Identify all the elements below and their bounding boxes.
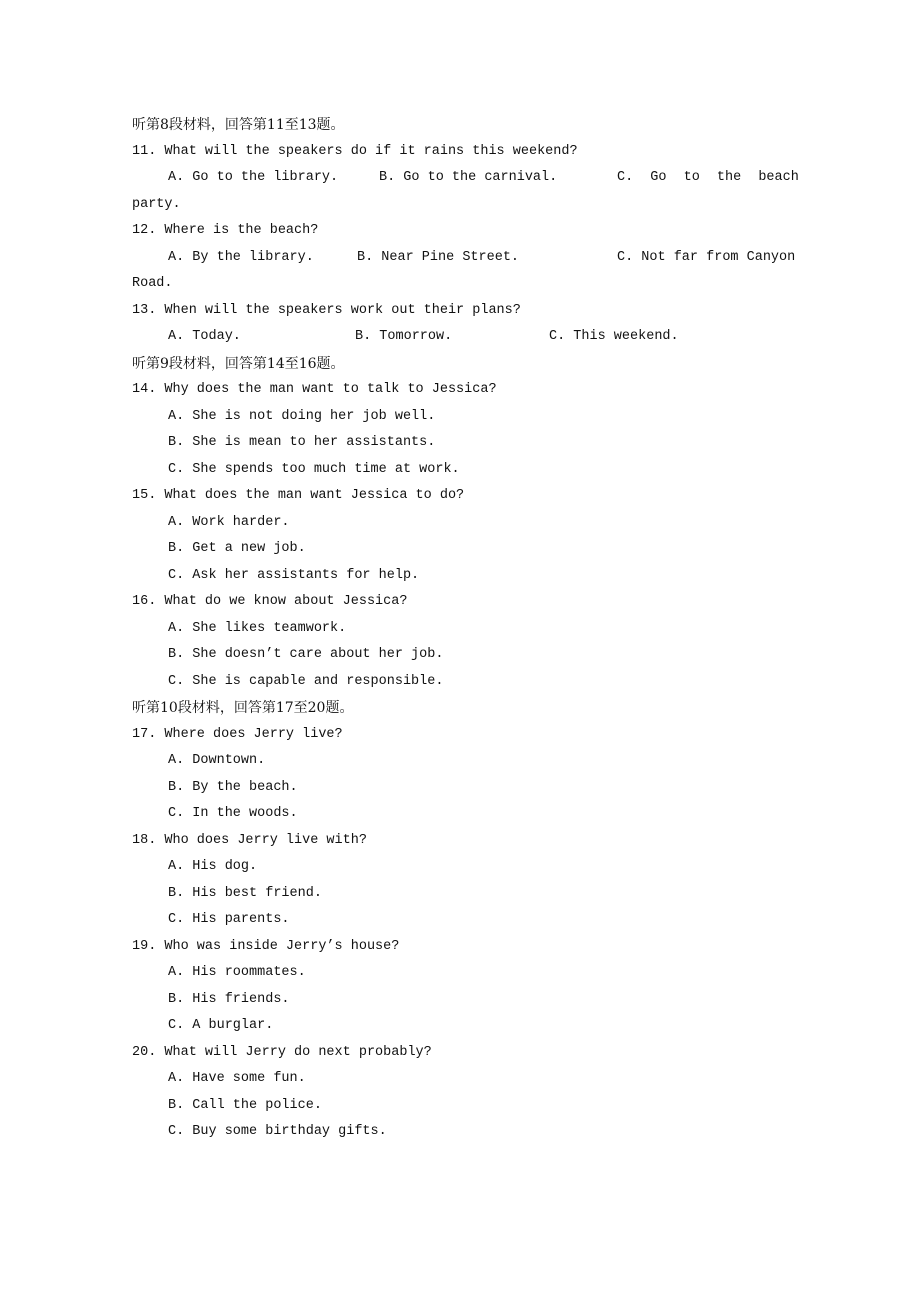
section-heading: 听第8段材料，回答第11至13题。 — [132, 117, 345, 133]
question-text: 11. What will the speakers do if it rains this weekend? — [132, 143, 578, 159]
answer-option: A. His dog. — [168, 859, 258, 874]
answer-option: C. His parents. — [168, 912, 290, 927]
answer-option: B. Tomorrow. — [355, 329, 453, 344]
answer-option: C. In the woods. — [168, 806, 298, 821]
answer-option: B. By the beach. — [168, 779, 298, 795]
answer-option: A. By the library. — [168, 249, 314, 265]
question-text: 16. What do we know about Jessica? — [132, 594, 408, 609]
answer-option: A. Today. — [168, 329, 241, 344]
question-text: 17. Where does Jerry live? — [132, 726, 343, 742]
answer-option: A. Go to the library. — [168, 170, 339, 185]
section-heading: 听第10段材料，回答第17至20题。 — [132, 700, 354, 716]
answer-option: C. Go to the beach — [617, 170, 799, 185]
answer-option: A. She is not doing her job well. — [168, 408, 436, 424]
question-text: 20. What will Jerry do next probably? — [132, 1044, 432, 1060]
question-text: 12. Where is the beach? — [132, 223, 319, 238]
answer-option: B. She is mean to her assistants. — [168, 435, 436, 450]
question-text: 15. What does the man want Jessica to do? — [132, 488, 465, 503]
answer-option: C. A burglar. — [168, 1018, 274, 1033]
question-text: 18. Who does Jerry live with? — [132, 832, 367, 848]
answer-option: A. Have some fun. — [168, 1071, 306, 1086]
answer-option: C. Buy some birthday gifts. — [168, 1124, 387, 1139]
answer-option: B. Call the police. — [168, 1097, 322, 1113]
answer-option: B. Go to the carnival. — [379, 170, 558, 185]
answer-option: C. Ask her assistants for help. — [168, 567, 420, 583]
answer-option: B. Near Pine Street. — [357, 249, 520, 265]
answer-option: A. Downtown. — [168, 753, 266, 768]
question-text: 14. Why does the man want to talk to Jessica? — [132, 382, 497, 397]
answer-option: B. Get a new job. — [168, 541, 306, 556]
answer-option: A. Work harder. — [168, 514, 290, 530]
question-text: 19. Who was inside Jerry’s house? — [132, 938, 400, 954]
answer-option: C. She spends too much time at work. — [168, 461, 460, 477]
answer-option-continuation: party. — [132, 196, 181, 212]
answer-option: C. This weekend. — [549, 329, 679, 344]
answer-option: A. His roommates. — [168, 965, 306, 980]
question-text: 13. When will the speakers work out their plans? — [132, 302, 521, 318]
answer-option: B. His best friend. — [168, 885, 322, 901]
answer-option: A. She likes teamwork. — [168, 620, 347, 636]
answer-option: B. She doesn’t care about her job. — [168, 647, 444, 662]
answer-option: C. She is capable and responsible. — [168, 673, 444, 689]
section-heading: 听第9段材料，回答第14至16题。 — [132, 355, 345, 372]
answer-option: C. Not far from Canyon — [617, 249, 796, 265]
answer-option: B. His friends. — [168, 991, 290, 1007]
answer-option-continuation: Road. — [132, 276, 173, 291]
